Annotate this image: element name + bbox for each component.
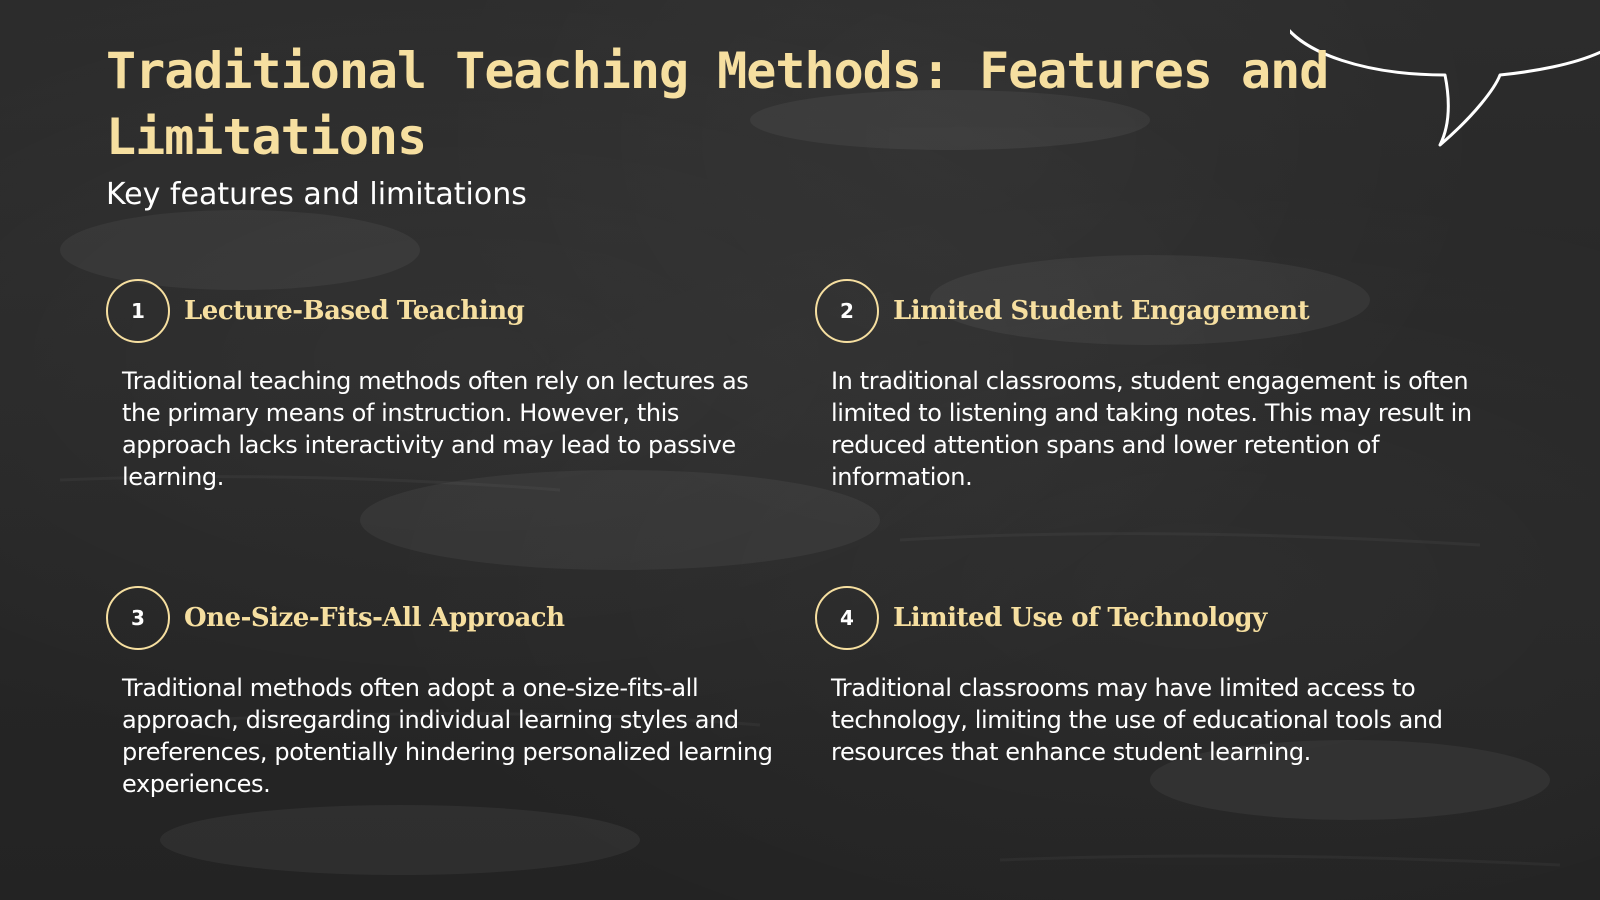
feature-card-3	[106, 586, 786, 800]
number-badge: 4	[815, 586, 879, 650]
card-title: Lecture-Based Teaching	[184, 296, 525, 326]
card-header	[815, 279, 1495, 343]
card-header	[106, 279, 786, 343]
number-badge: 2	[815, 279, 879, 343]
card-header	[106, 586, 786, 650]
card-body: Traditional methods often adopt a one-size-fits-all approach, disregarding individual learning styles and preferences, potentially hindering personalized learning experiences.	[122, 674, 773, 798]
slide-subtitle: Key features and limitations	[106, 177, 527, 212]
number-badge: 3	[106, 586, 170, 650]
feature-card-1	[106, 279, 786, 493]
slide-title: Traditional Teaching Methods: Features and Limitations	[106, 42, 1329, 166]
card-body: In traditional classrooms, student engagement is often limited to listening and taking notes. This may result in reduced attention spans and lower retention of information.	[831, 367, 1472, 491]
card-body: Traditional classrooms may have limited access to technology, limiting the use of educational tools and resources that enhance student learning.	[831, 674, 1443, 766]
card-title: Limited Use of Technology	[893, 603, 1267, 633]
number-badge: 1	[106, 279, 170, 343]
feature-card-2	[815, 279, 1495, 493]
card-title: Limited Student Engagement	[893, 296, 1310, 326]
card-body: Traditional teaching methods often rely on lectures as the primary means of instruction. However, this approach lacks interactivity and may lead to passive learning.	[122, 367, 749, 491]
feature-card-4	[815, 586, 1495, 768]
card-title: One-Size-Fits-All Approach	[184, 603, 565, 633]
card-header	[815, 586, 1495, 650]
